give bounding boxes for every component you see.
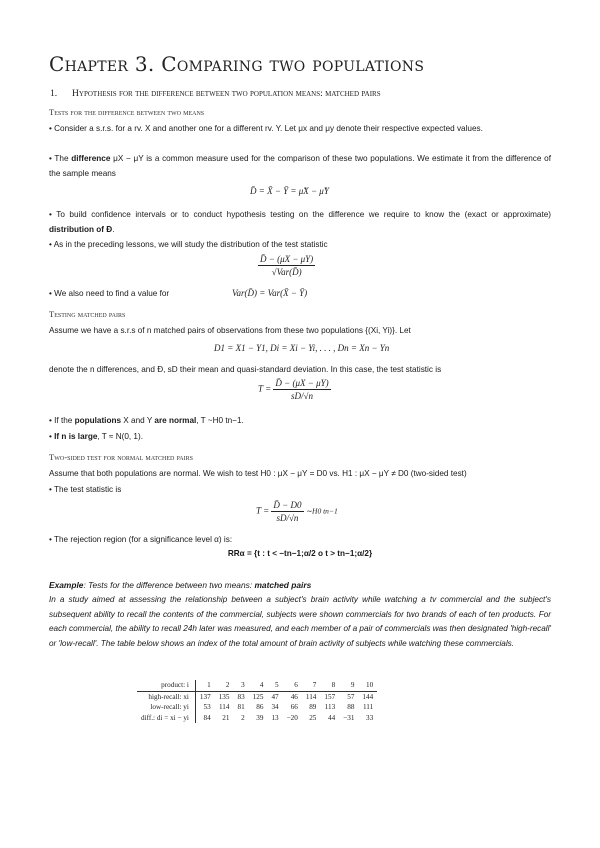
table-cell: 10 — [358, 680, 377, 691]
table-row-label: high-recall: xi — [137, 691, 195, 702]
section-number: 1. — [50, 88, 58, 99]
table-cell: 2 — [241, 713, 245, 722]
table-cell: 34 — [271, 703, 279, 712]
table-cell: 88 — [347, 703, 355, 712]
table-cell: 125 — [252, 692, 264, 701]
table-cell: 47 — [271, 692, 279, 701]
example-text: In a study aimed at assessing the relationship between a subject's brain activity while watching a tv commercial and the subject's subsequent ability to recall the contents of the commercial, subjects were shown commercials for two brands of each of ten products. For each commercial, the ability to recall 24h later was measured, and each member of a pair of commercials was then designated 'high-recall' or 'low-recall'. The table below shows an index of the total amount of brain activity of subjects while watching these commercials. — [49, 595, 551, 648]
rejection-region: RRα = {t : t < −tn−1;α/2 o t > tn−1;α/2} — [227, 549, 373, 558]
paragraph: • As in the preceding lessons, we will study the distribution of the test statistic — [49, 240, 328, 249]
paragraph: • The test statistic is — [49, 485, 122, 494]
formula-test-statistic-d0: T = $\frac{D̄ - D0}{sD/√n}$ ∼H0 tn−1 — [256, 500, 338, 523]
formula-variance: Var(D̄) = Var(X̄ − Ȳ) — [232, 288, 308, 298]
table-cell: 13 — [271, 713, 279, 722]
table-cell: 44 — [327, 713, 336, 722]
formula-test-statistic-paired: T = $\frac{D̄ - (\mu X - \mu Y)}{sD/√n}$ — [258, 378, 329, 401]
chapter-title: Chapter 3. Comparing two populations — [49, 52, 425, 76]
paragraph: • We also need to find a value for — [49, 289, 170, 298]
paragraph: Assume we have a s.r.s of n matched pairs of observations from these two populations {(Xi, Yi)}. Let — [49, 326, 411, 335]
table-cell: 39 — [256, 713, 264, 722]
table-cell: 7 — [302, 680, 321, 691]
table-cell: 113 — [324, 703, 336, 712]
table-row-label: low-recall: yi — [137, 702, 195, 713]
table-cell: 144 — [362, 692, 374, 701]
table-cell: 81 — [237, 703, 245, 712]
table-row — [137, 702, 377, 713]
table-cell: 137 — [199, 692, 211, 701]
table-cell: 157 — [324, 692, 336, 701]
table-cell: 53 — [203, 703, 211, 712]
paragraph: • The rejection region (for a significance level α) is: — [49, 535, 233, 544]
table-cell: 1 — [195, 680, 214, 691]
table-cell: 135 — [218, 692, 230, 701]
section-title: Hypothesis for the difference between two population means: matched pairs — [72, 88, 381, 99]
table-cell: 2 — [215, 680, 234, 691]
table-cell: 21 — [222, 713, 230, 722]
formula-sample-mean-diff: D̄ = X̄ − Ȳ = μ̂X − μ̂Y — [250, 186, 329, 196]
table-cell: 86 — [256, 703, 264, 712]
table-row — [137, 691, 377, 702]
subheading-two-sided: Two-sided test for normal matched pairs — [49, 452, 193, 462]
table-cell: 83 — [237, 692, 245, 701]
formula-test-statistic-general: $\frac{D̄ - (\mu X - \mu Y)}{\text{√Var(D̄)}}$ — [260, 254, 314, 277]
subheading-tests-difference: Tests for the difference between two means — [49, 107, 205, 117]
table-row-label: diff.: di = xi − yi — [137, 713, 195, 724]
example-title: Example: Tests for the difference between two means: matched pairs — [49, 580, 312, 590]
formula-differences: D1 = X1 − Y1, Di = Xi − Yi, . . . , Dn = Xn − Yn — [214, 343, 390, 353]
table-cell: −20 — [286, 713, 298, 722]
table-cell: 5 — [267, 680, 282, 691]
table-cell: 6 — [283, 680, 302, 691]
table-cell: 66 — [290, 703, 298, 712]
table-cell: 8 — [320, 680, 339, 691]
table-cell: 57 — [347, 692, 355, 701]
table-cell: 4 — [249, 680, 268, 691]
paragraph: denote the n differences, and Đ, sD their mean and quasi-standard deviation. In this case, the test statistic is — [49, 365, 442, 374]
paragraph: • If n is large, T ≈ N(0, 1). — [49, 432, 143, 441]
table-cell: 84 — [203, 713, 211, 722]
paragraph: • Consider a s.r.s. for a rv. X and another one for a different rv. Y. Let μx and μy denote their respective expected values. — [49, 124, 483, 133]
table-cell: 111 — [362, 703, 374, 712]
paragraph: Assume that both populations are normal. We wish to test H0 : μX − μY = D0 vs. H1 : μX − μY ≠ D0 (two-sided test) — [49, 469, 467, 478]
table-row — [137, 713, 377, 724]
paragraph: • To build confidence intervals or to conduct hypothesis testing on the difference we require to know the (exact or approximate) distribution of Đ. — [49, 210, 551, 234]
table-cell: 9 — [339, 680, 358, 691]
subheading-matched-pairs: Testing matched pairs — [49, 309, 126, 319]
table-cell: 114 — [305, 692, 317, 701]
paragraph: • The difference μX − μY is a common measure used for the comparison of these two populations. We estimate it from the difference of the sample means — [49, 154, 551, 178]
table-cell: 114 — [218, 703, 230, 712]
table-row — [137, 680, 377, 691]
table-cell: 89 — [309, 703, 317, 712]
table-cell: −31 — [343, 713, 355, 722]
table-row-label: product: i — [137, 680, 195, 691]
table-cell: 3 — [233, 680, 248, 691]
data-table — [137, 680, 377, 723]
paragraph: • If the populations X and Y are normal, T ~H0 tn−1. — [49, 416, 244, 425]
section-heading — [50, 88, 381, 99]
table-cell: 25 — [309, 713, 317, 722]
table-cell: 46 — [290, 692, 298, 701]
table-cell: 33 — [366, 713, 374, 722]
